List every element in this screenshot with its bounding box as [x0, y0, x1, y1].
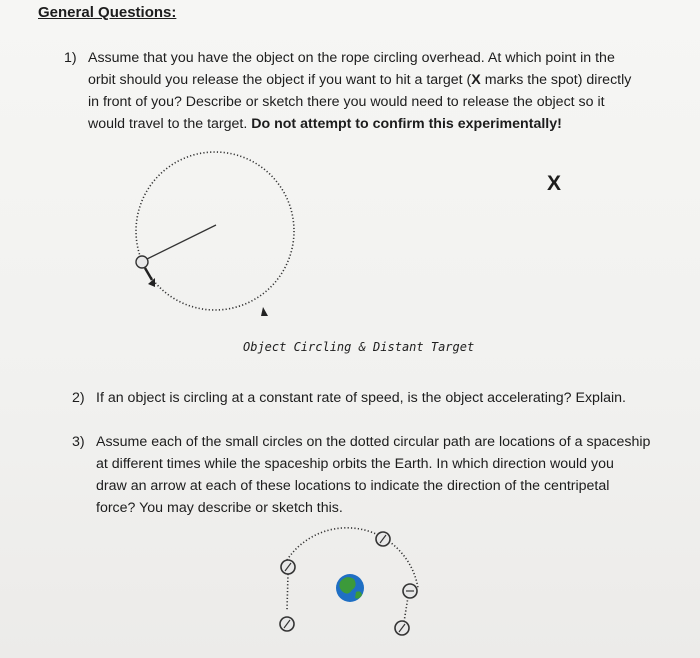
earth-icon [336, 574, 364, 602]
figure-caption: Object Circling & Distant Target [243, 340, 475, 354]
spaceship-position [281, 560, 295, 574]
dotted-orbit-path [287, 574, 288, 610]
target-x-mark: X [547, 172, 562, 195]
question-number: 3) [72, 434, 85, 450]
section-heading: General Questions: [38, 4, 177, 21]
x-bold: X [471, 72, 481, 88]
text-line: would travel to the target. Do not attempt to confirm this experimentally! [88, 116, 562, 132]
spaceship-position [403, 584, 417, 598]
question-text: If an object is circling at a constant rate of speed, is the object accelerating? Explain. [96, 390, 626, 406]
text-line: draw an arrow at each of these locations to indicate the direction of the centripetal [96, 478, 610, 494]
spaceship-position [376, 532, 390, 546]
text-line: orbit should you release the object if you want to hit a target (X marks the spot) directly [88, 72, 632, 88]
text-line: at different times while the spaceship orbits the Earth. In which direction would you [96, 456, 614, 472]
question-number: 1) [64, 50, 77, 66]
dotted-orbit-path [404, 597, 408, 622]
text-line: force? You may describe or sketch this. [96, 500, 343, 516]
text-line: in front of you? Describe or sketch there you would need to release the object so it [88, 94, 605, 110]
spaceship-position [280, 617, 294, 631]
warning-text: Do not attempt to confirm this experimentally! [251, 116, 562, 132]
spaceship-position [395, 621, 409, 635]
question-number: 2) [72, 390, 85, 406]
text-line: Assume each of the small circles on the dotted circular path are locations of a spaceship [96, 434, 651, 450]
text-line: Assume that you have the object on the rope circling overhead. At which point in the [88, 50, 615, 66]
